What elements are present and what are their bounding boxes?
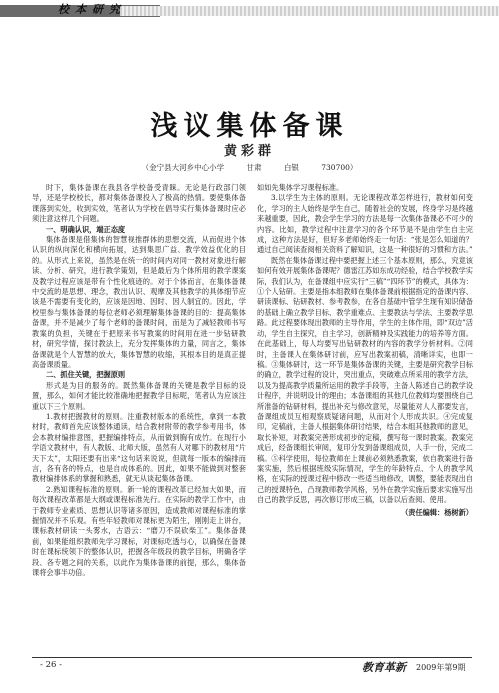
left-column — [32, 183, 246, 578]
footer-rule — [32, 657, 472, 658]
paragraph: 时下，集体备课在我县各学校备受青睐。无论是行政部门领导，还是学校校长，都对集体备课投入了极高的热情。要使集体备课落到实处，收到实效，笔者认为学校在倡导实行集体备课时应必须注意这样几个问题。 — [32, 183, 246, 224]
editor-signature: （责任编辑：杨树新） — [401, 507, 473, 517]
paragraph: 集体备课是借集体的智慧视推群体的思想交流，从而促进个体认识的纵向深化和横向拓展，达到集思广益、教学效益优化的目的。从形式上来说，虽然是在统一的时间内对同一教材对象进行解读、分析、研究，进行教学策划，但是最后为个体所用的教学课案及教学过程应该是带有个性化痕迹的。对于个体而言，在集体备课中交流的是思想、理念，教出认识、观摩及其他教学的具体细节应该是不需要有变化的，应该是因地、因时、因人制宜的。因此，学校里参与集体备课的每位老师必须理解集体备课的目的：提高集体备课，并不是减少了每个老师的备课时间，而是为了减轻教师书写教案的负担，关键在于把原来书写教案的时间用在进一步钻研教材，研究学情，探讨教法上，充分发挥集体的力量，同言之，集体备课就是个人智慧的放大，集体智慧的收缩，其根本目的是真正提高备课质量。 — [32, 235, 246, 369]
section-tag: 校本研究 — [58, 3, 126, 16]
paragraph: 2.熟知课程标准的原则。新一轮的课程改革已经加大如果，而每次课程改革都是大纲或课程标准先行。在实际的教学工作中，由于教师专业素质、思想认识等诸多原因，造成教师对课程标准的掌握情况并不乐观。有些年轻教师对课标更为陌生，刚刚走上讲台，课标教材研读一头雾水，古语云：“磨刀不误砍柴工”。集体备课前，如果能组织教师先学习课标，对课标吃透与心，以确保在备课时在课标统领下的整体认识，把握各年级段的教学目标，明确各学段、各专题之间的关系，以此作为集体备课的前提，那么，集体备课将会事半功倍。 — [32, 484, 246, 578]
section-heading: 一、明确认识，端正态度 — [46, 224, 126, 234]
header-band — [0, 0, 499, 20]
affiliation-school: （金宁县大河乡中心小学 — [141, 163, 225, 172]
author-affiliation — [0, 162, 499, 173]
page-number: - 26 - — [40, 660, 62, 670]
paragraph: 3.以学生为主体的原则。无论课程改革怎样进行，教材如何变化，学习的主人始终是学生自己，随着社会的发展，终身学习是终越来越重要，因此，教会学生学习的方法是每一次集体备课必不可少的内容。比如，教学过程中注意学习的各个环节是不是由学生自主完成，这种方法是好，但好多老师始终走一句话：“张是怎么知道的？通过自己阅读查阅相关资料了解知识，这是一种很好的习惯和方法。” — [257, 193, 473, 255]
paragraph: 1.教材把握教材的原则。注重教材版本的系统性，拿到一本教材时，教师首先应该整体通读，结合教材附带的教学参考用书，体会本教材编排意图，把握编排特点，从而做到胸有成竹。在现行小学语文教材中，有人教版、北师大版，虽然有人对哪下的教材用“片天下太”，太阳还要有出来“这句话来说说，但就每一版本的编排而言，各有各的特点，也是自成体系的。因此，如果不能做到对整套教材编排体系的掌握和熟悉，就无从谈起集体备课。 — [32, 411, 246, 484]
journal-name: 教育革新 — [362, 661, 406, 674]
article-title: 浅议集体备课 — [150, 111, 349, 142]
paragraph: 如如先集体学习课程标准。 — [257, 183, 344, 192]
article-author: 黄彩群 — [223, 144, 275, 159]
affiliation-zip: 730700） — [321, 163, 358, 172]
section-heading: 二、抓住关键，把握原则 — [46, 370, 126, 380]
right-column — [257, 183, 473, 518]
paragraph: 既然在集体备课过程中要把握上述三个基本原则，那么，究竟该如何有效开展集体备课呢？德雷江苏如东成功经验，结合学校教学实际，我们认为，在备课组中应实行“三稿”“四环节”的模式，具体为：①个人钻研。主要是指本组教师在集体备课前根据指定的备课内容、研读课标、钻研教材、参考教参，在各自基础中管学生现有知识储备的基础上确立教学目标、教学重难点、主要教法与学法、主要教学思路。此过程要体现出教师的主导作用，学生的主体作用，即“双边”活动，学生自主探究，自主学习，创新精神及实践能力的培养等方面。在此基础上，每人均要写出钻研教材的内容的教学分析材料。②同时，主备课人在集体研讨前，应写出教案初稿，清晰详实，也即一稿。③集体研讨，这一环节是集体备课的关键，主要是研究教学目标的确立，教学过程的设计，突出重点，突破难点所采用的教学方法，以及为提高教学质量所运用的教学手段等，主备人陈述自己的教学设计程序，并说明设计的理由；本备课组的其他几位教师均要围绕自己所准备的钻研材料，提出补充与修改意见，尽量能对人人都要发言，备课组成员互相观察质疑诸问题，从而对个人形成共识。④完成复印，定稿前，主备人根据集体研讨结果，结合本组其他教师的意见，取长补短，对教案完善形成初步的定稿，撰写每一课时教案。教案完成后，经备课组长审阅，复印分发到备课组成员，人手一份，完成二稿。⑤科学使用，每位教师在上课前必须熟悉教案，依自教案进行备案实施，然后根据班级实际情况，学生的年龄特点、个人的教学风格，在实际的授课过程中修改一些适当地修改，调整，要能表现出自己的授课特色，凸现教师教学风格，另外在教学实施后要求实施写出自己的教学反思，再次修订形成三稿，以备以后查阅、使用。 — [257, 255, 473, 505]
affiliation-city: 白银 — [283, 163, 299, 172]
header-band-pattern — [120, 6, 499, 16]
journal-issue: 2009年第9期 — [416, 663, 466, 672]
affiliation-province: 甘肃 — [246, 163, 262, 172]
paragraph: 形式是为目的服务的。既然集体备课的关键是教学目标的设置，那么，如何才能比较准确地把握教学目标呢，笔者认为应该注重以下三个原则。 — [32, 380, 246, 411]
